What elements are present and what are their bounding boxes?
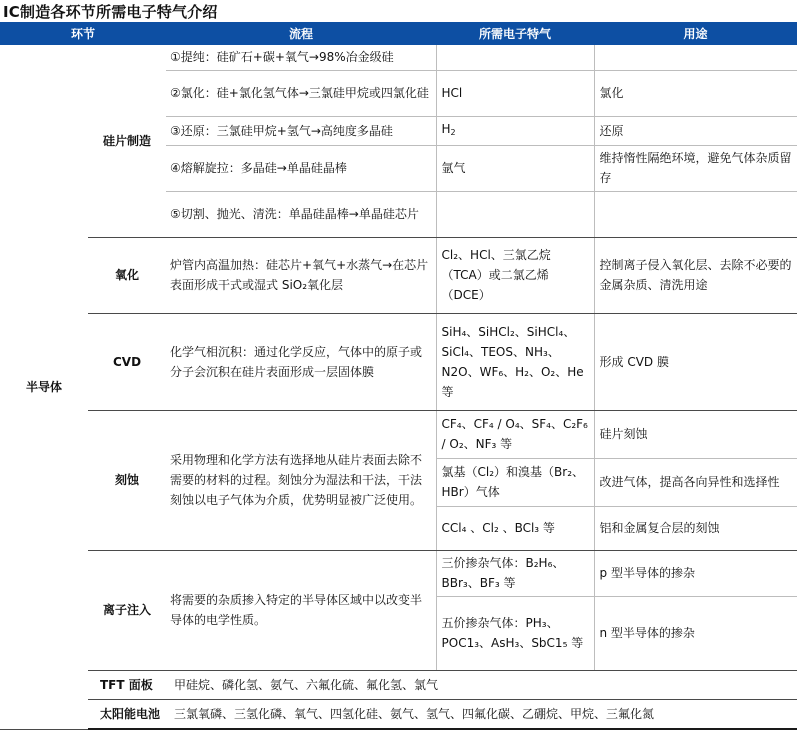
table-row	[0, 550, 797, 596]
gas-table	[0, 22, 797, 730]
process-cell: 采用物理和化学方法有选择地从硅片表面去除不需要的材料的过程。刻蚀分为湿法和干法，干法刻蚀以电子气体为介质，优势明显被广泛使用。	[166, 410, 436, 550]
table-row	[0, 410, 797, 458]
gas-cell: 五价掺杂气体：PH₃、POC1₃、AsH₃、SbC1₅ 等	[436, 596, 594, 670]
gas-cell: Cl₂、HCl、三氯乙烷（TCA）或二氯乙烯（DCE）	[436, 237, 594, 313]
stage-ion-implant: 离子注入	[88, 550, 166, 670]
header-process: 流程	[166, 22, 436, 45]
category-tft-panel: TFT 面板	[88, 670, 166, 699]
process-cell: 炉管内高温加热：硅芯片+氧气+水蒸气→在芯片表面形成干式或湿式 SiO₂氧化层	[166, 237, 436, 313]
table-row	[0, 45, 797, 70]
stage-cvd: CVD	[88, 313, 166, 410]
use-cell: 铝和金属复合层的刻蚀	[594, 506, 797, 550]
use-cell: 形成 CVD 膜	[594, 313, 797, 410]
use-cell: 还原	[594, 116, 797, 145]
use-cell	[594, 191, 797, 237]
use-cell: 氯化	[594, 70, 797, 116]
stage-etch: 刻蚀	[88, 410, 166, 550]
gas-cell: 氩气	[436, 145, 594, 191]
table-row	[0, 699, 797, 729]
use-cell: p 型半导体的掺杂	[594, 550, 797, 596]
gas-list: 三氯氧磷、三氢化磷、氧气、四氢化硅、氨气、氢气、四氟化碳、乙硼烷、甲烷、三氟化氮	[166, 699, 797, 729]
category-semiconductor: 半导体	[0, 45, 88, 729]
gas-formula-subscript: 2	[450, 127, 456, 137]
use-cell: 维持惰性隔绝环境，避免气体杂质留存	[594, 145, 797, 191]
process-cell: ③还原：三氯硅甲烷+氢气→高纯度多晶硅	[166, 116, 436, 145]
table-row	[0, 237, 797, 313]
stage-wafer: 硅片制造	[88, 45, 166, 237]
process-cell: ①提纯：硅矿石+碳+氧气→98%冶金级硅	[166, 45, 436, 70]
header-gas: 所需电子特气	[436, 22, 594, 45]
gas-cell: CCl₄ 、Cl₂ 、BCl₃ 等	[436, 506, 594, 550]
gas-cell: HCl	[436, 70, 594, 116]
process-cell: 化学气相沉积：通过化学反应，气体中的原子或分子会沉积在硅片表面形成一层固体膜	[166, 313, 436, 410]
stage-oxidation: 氧化	[88, 237, 166, 313]
page-title: IC制造各环节所需电子特气介绍	[3, 3, 218, 21]
use-cell	[594, 45, 797, 70]
table-row	[0, 670, 797, 699]
category-solar-cell: 太阳能电池	[88, 699, 166, 729]
gas-cell: 氯基（Cl₂）和溴基（Br₂、HBr）气体	[436, 458, 594, 506]
gas-cell: CF₄、CF₄ / O₄、SF₄、C₂F₆ / O₂、NF₃ 等	[436, 410, 594, 458]
gas-formula: H	[441, 121, 451, 136]
use-cell: 改进气体，提高各向异性和选择性	[594, 458, 797, 506]
table-row	[0, 313, 797, 410]
process-cell: ②氯化：硅+氯化氢气体→三氯硅甲烷或四氯化硅	[166, 70, 436, 116]
gas-cell	[436, 116, 594, 145]
gas-list: 甲硅烷、磷化氢、氨气、六氟化硫、氟化氢、氯气	[166, 670, 797, 699]
use-cell: 控制离子侵入氧化层、去除不必要的金属杂质、清洗用途	[594, 237, 797, 313]
gas-cell	[436, 191, 594, 237]
process-cell: 将需要的杂质掺入特定的半导体区域中以改变半导体的电学性质。	[166, 550, 436, 670]
gas-cell: 三价掺杂气体：B₂H₆、BBr₃、BF₃ 等	[436, 550, 594, 596]
use-cell: n 型半导体的掺杂	[594, 596, 797, 670]
gas-cell: SiH₄、SiHCl₂、SiHCl₄、SiCl₄、TEOS、NH₃、N2O、WF₆、H₂、O₂、He 等	[436, 313, 594, 410]
header-row	[0, 22, 797, 45]
process-cell: ⑤切割、抛光、清洗：单晶硅晶棒→单晶硅芯片	[166, 191, 436, 237]
use-cell: 硅片刻蚀	[594, 410, 797, 458]
header-stage: 环节	[0, 22, 166, 45]
process-cell: ④熔解旋拉：多晶硅→单晶硅晶棒	[166, 145, 436, 191]
header-use: 用途	[594, 22, 797, 45]
gas-cell	[436, 45, 594, 70]
